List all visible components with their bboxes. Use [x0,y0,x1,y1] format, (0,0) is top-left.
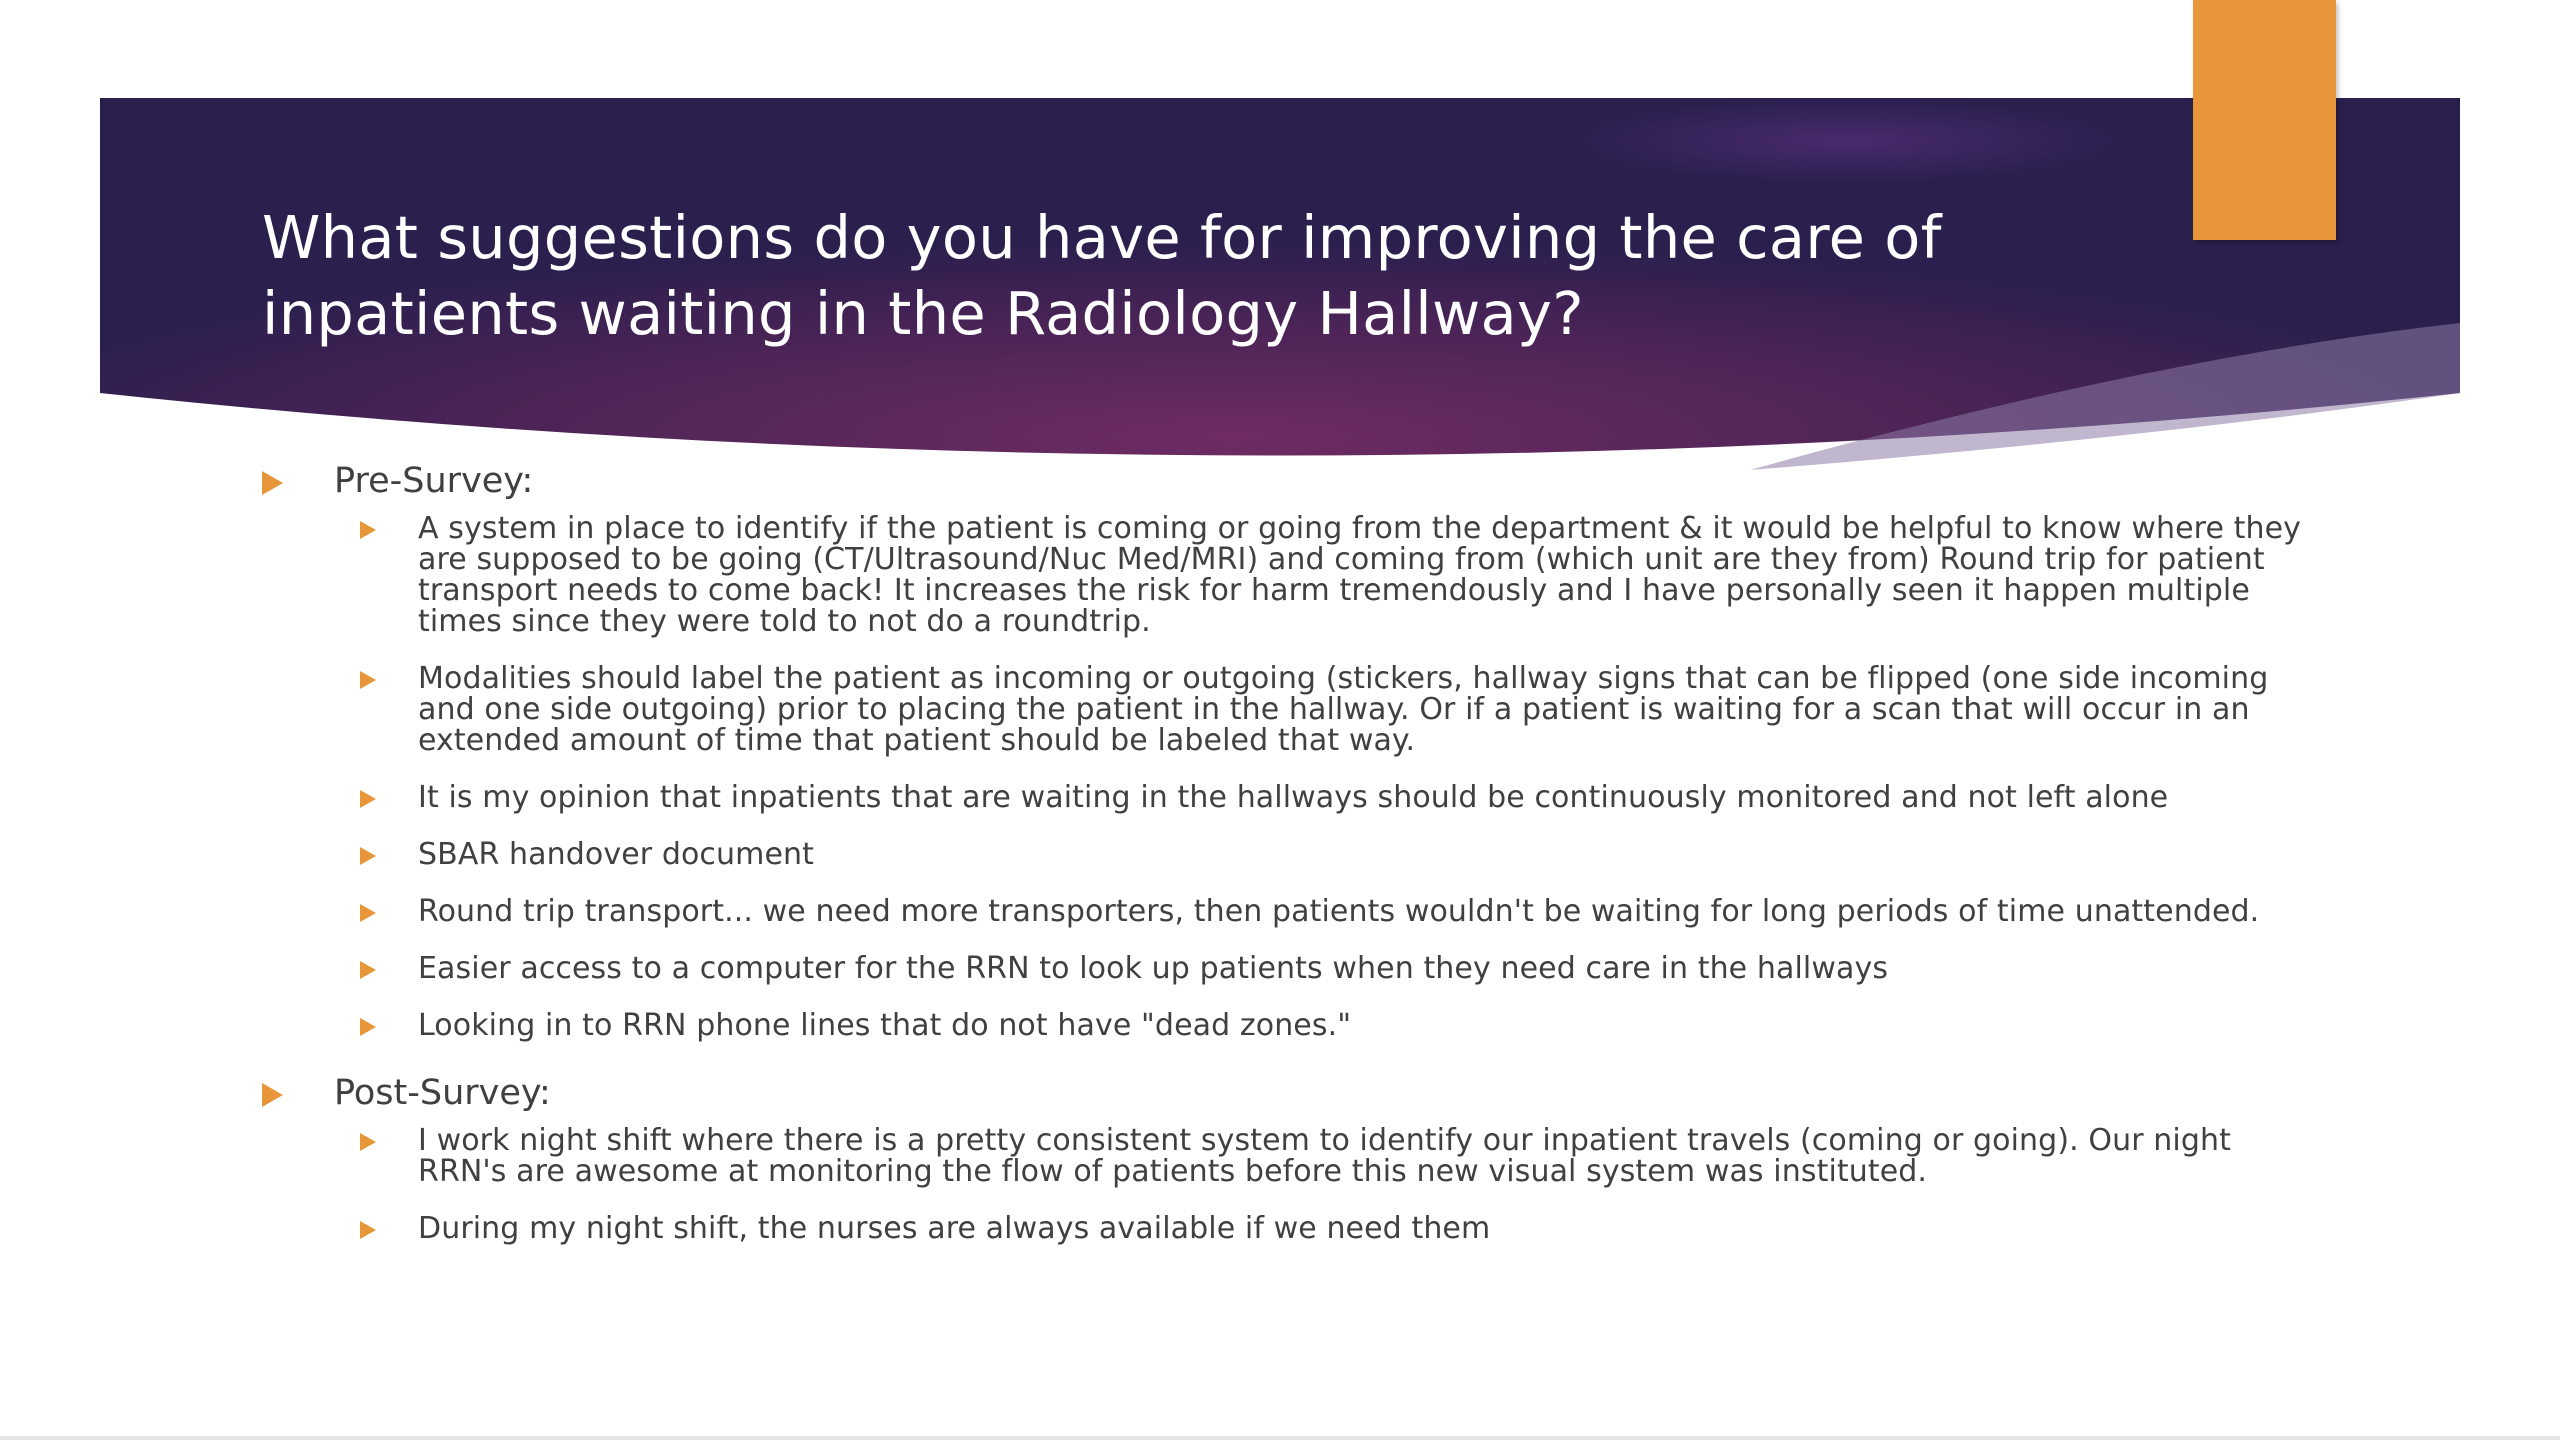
triangle-bullet-icon [360,961,376,979]
list-item [262,839,2322,870]
list-item-text: It is my opinion that inpatients that are waiting in the hallways should be continuously monitored and not left alone [418,780,2169,815]
list-item-text: Modalities should label the patient as incoming or outgoing (stickers, hallway signs that can be flipped (one side incoming and one side outgoing) prior to placing the patient in the hallway. Or if a patient is waiting for a scan that will occur in an extended amount of time that patient should be labeled that way. [418,661,2269,758]
list-item-text: SBAR handover document [418,837,814,872]
pre-survey-list [262,513,2322,1041]
triangle-bullet-icon [360,1133,376,1151]
list-item [262,663,2322,756]
pre-survey-section [262,455,2322,1041]
bottom-divider [0,1436,2560,1440]
list-item-text: A system in place to identify if the patient is coming or going from the department & it would be helpful to know where they are supposed to be going (CT/Ultrasound/Nuc Med/MRI) and coming from (which unit are they from) Round trip for patient transport needs to come back! It increases the risk for harm tremendously and I have personally seen it happen multiple times since they were told to not do a roundtrip. [418,511,2302,639]
list-item-text: Easier access to a computer for the RRN to look up patients when they need care in the hallways [418,951,1889,986]
section-heading [262,455,2322,507]
list-item-text: Round trip transport... we need more transporters, then patients wouldn't be waiting for long periods of time unattended. [418,894,2260,929]
triangle-bullet-icon [360,847,376,865]
slide-content [262,455,2322,1270]
triangle-bullet-icon [360,904,376,922]
list-item [262,896,2322,927]
list-item [262,1125,2322,1187]
section-heading [262,1067,2322,1119]
list-item [262,513,2322,637]
triangle-bullet-icon [360,1221,376,1239]
triangle-bullet-icon [360,521,376,539]
list-item [262,1010,2322,1041]
slide-title: What suggestions do you have for improving the care of inpatients waiting in the Radiology Hallway? [262,203,1942,348]
triangle-bullet-icon [360,671,376,689]
section-heading-text: Post-Survey: [334,1073,551,1113]
accent-tab [2193,0,2336,240]
list-item [262,782,2322,813]
post-survey-list [262,1125,2322,1244]
post-survey-section [262,1067,2322,1244]
triangle-bullet-icon [262,471,283,495]
list-item-text: During my night shift, the nurses are always available if we need them [418,1211,1491,1246]
list-item-text: Looking in to RRN phone lines that do not have "dead zones." [418,1008,1352,1043]
triangle-bullet-icon [262,1083,283,1107]
triangle-bullet-icon [360,1018,376,1036]
section-heading-text: Pre-Survey: [334,461,534,501]
list-item-text: I work night shift where there is a pretty consistent system to identify our inpatient travels (coming or going). Our night RRN's are awesome at monitoring the flow of patients before this new visual system was instituted. [418,1123,2231,1189]
triangle-bullet-icon [360,790,376,808]
list-item [262,953,2322,984]
list-item [262,1213,2322,1244]
